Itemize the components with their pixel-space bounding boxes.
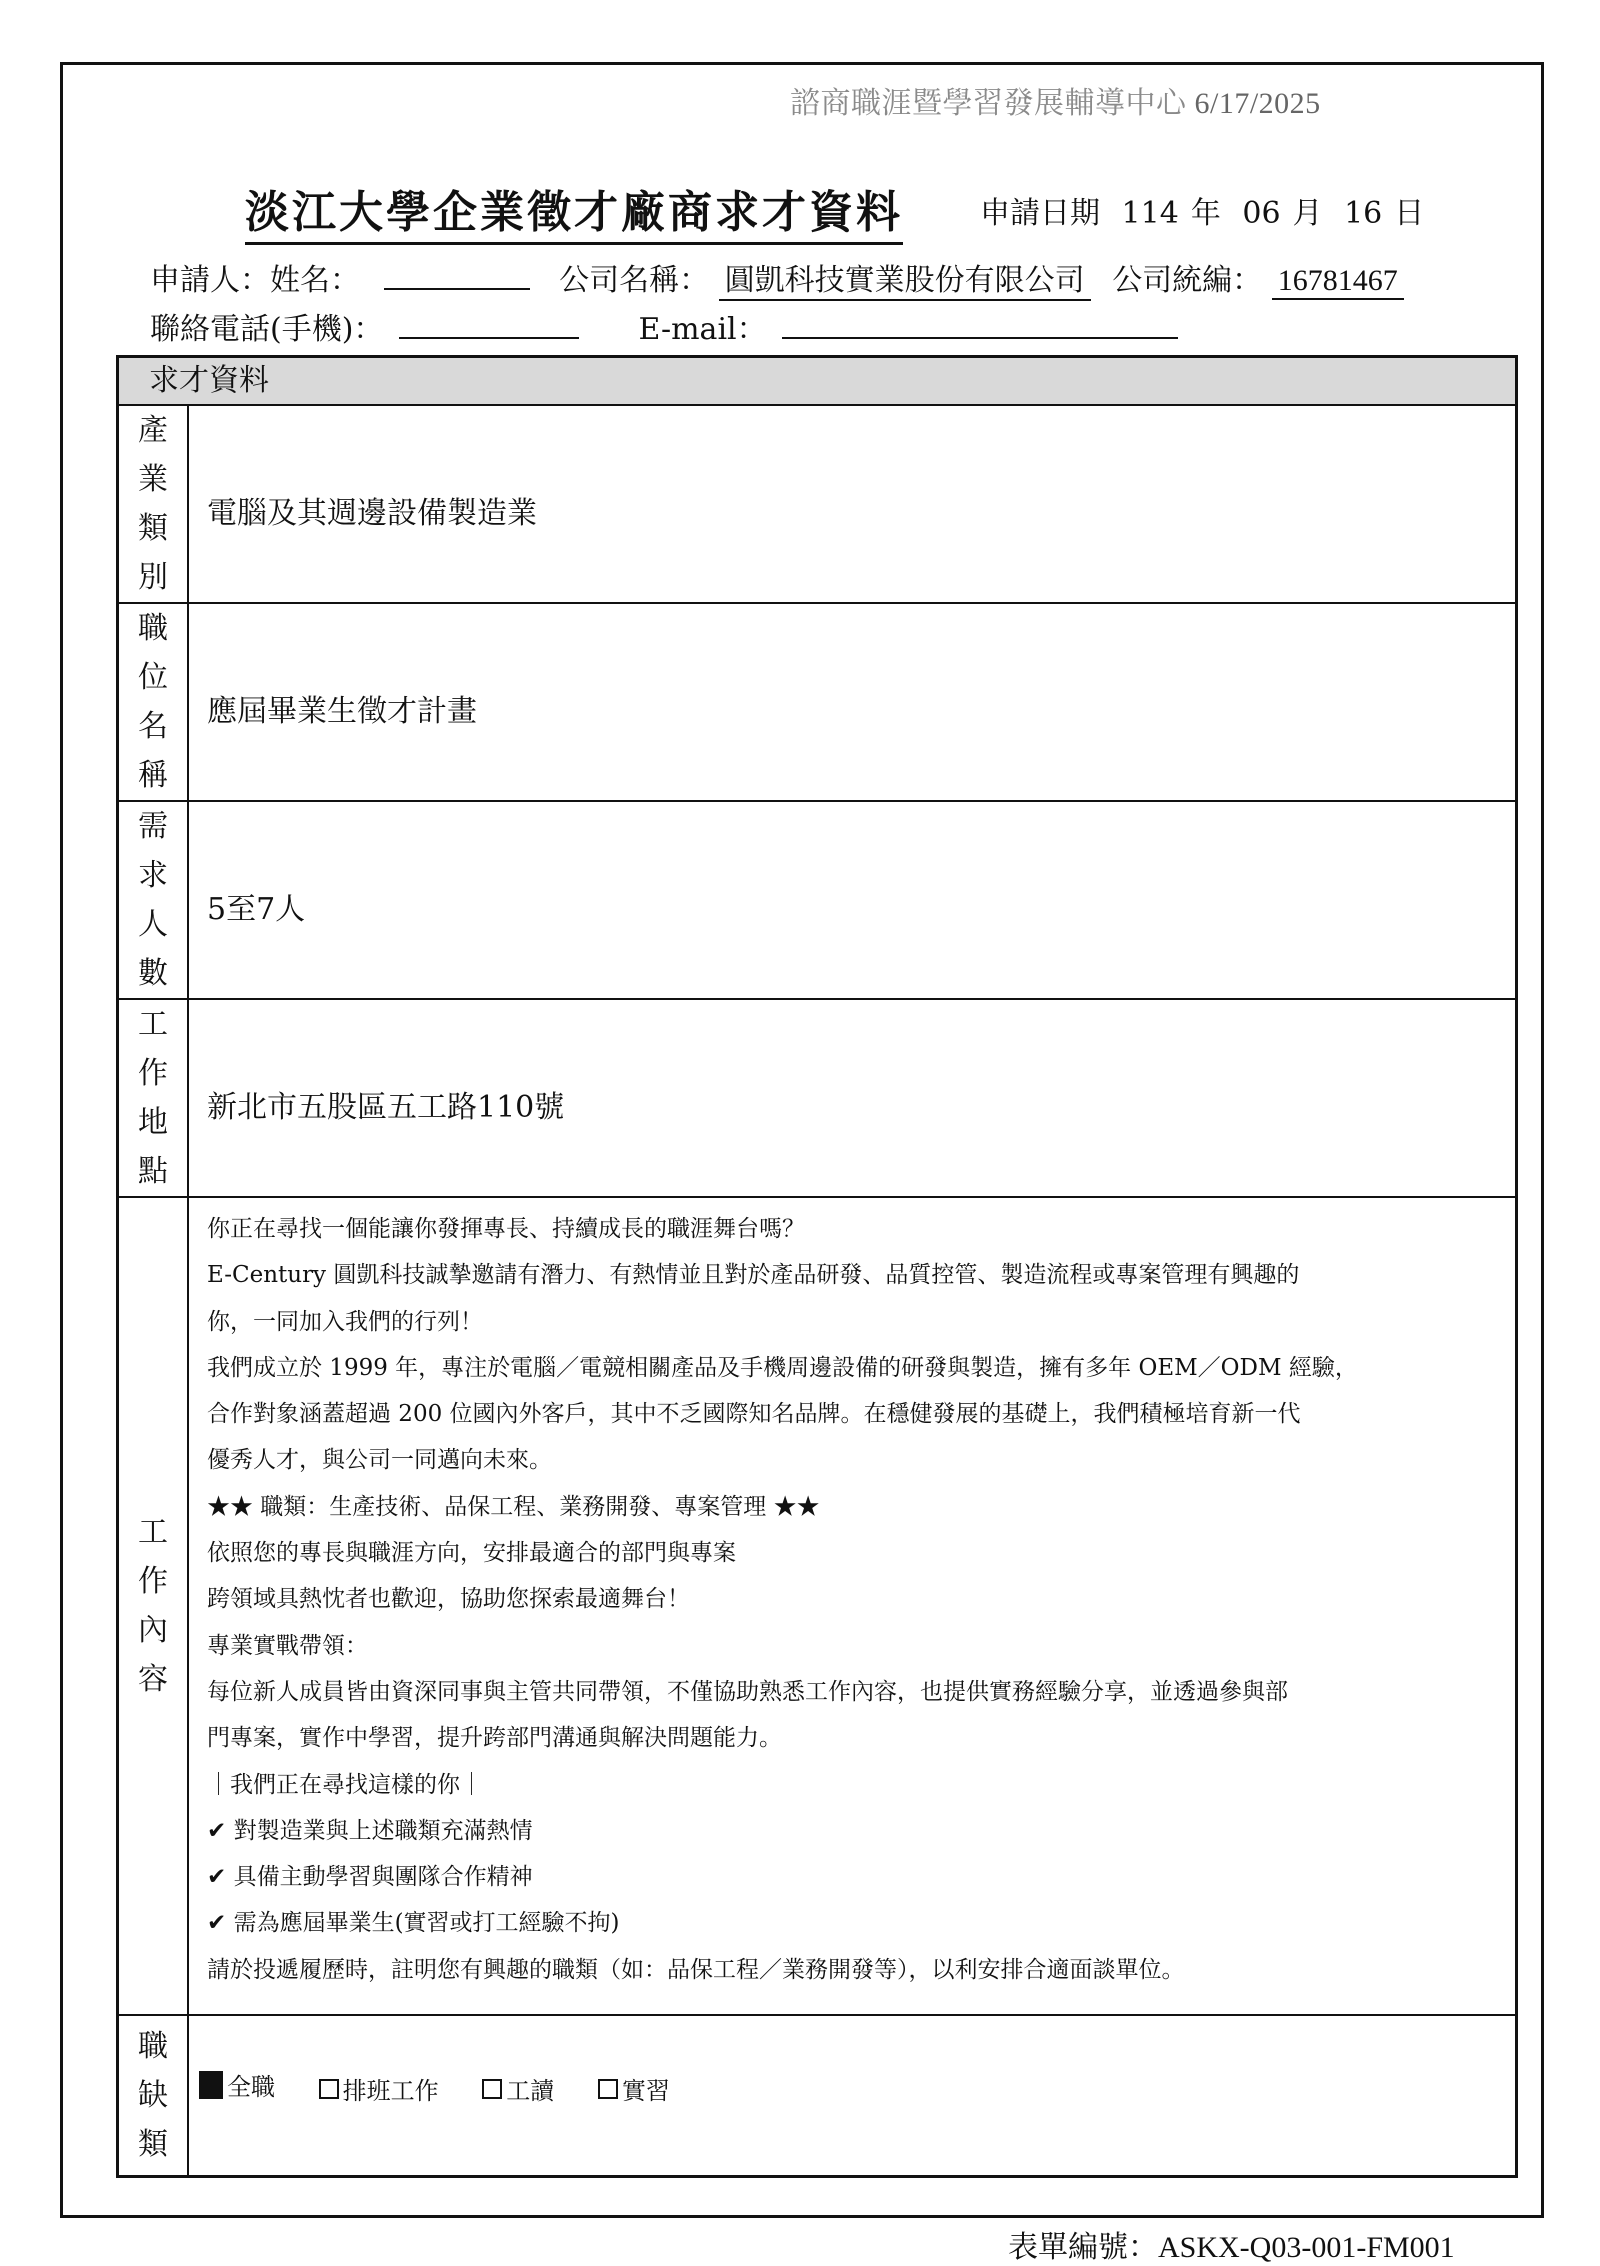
option-label: 排班工作 [342,2077,439,2105]
job-content-text [207,1206,1358,1993]
row-label [119,1198,189,2014]
apply-date-year-unit: 年 [1190,196,1221,231]
label-char: 求 [138,858,168,893]
email-field[interactable] [782,309,1178,339]
contact-line [150,304,1178,348]
label-char: 類 [138,511,168,546]
apply-date-month-unit: 月 [1292,196,1323,231]
content-line: 請於投遞履歷時，註明您有興趣的職類（如：品保工程／業務開發等），以利安排合適面談單位。 [207,1956,1185,1983]
checkbox-empty-icon [482,2079,502,2099]
row-label [119,802,189,998]
label-char: 內 [138,1613,168,1648]
row-label [119,1000,189,1196]
label-char: 業 [138,462,168,497]
label-char: 職 [138,2029,168,2064]
label-char: 類 [138,2127,168,2162]
stamp-org: 諮商職涯暨學習發展輔導中心 [790,87,1187,120]
content-line: 我們成立於 1999 年，專注於電腦／電競相關產品及手機周邊設備的研發與製造，擁有多年 OEM／ODM 經驗， [207,1354,1358,1381]
position-value: 應屆畢業生徵才計畫 [207,694,477,729]
checkbox-shift-work[interactable] [319,2071,439,2106]
label-char: 作 [138,1056,168,1091]
label-char: 工 [138,1007,168,1042]
label-char: 職 [138,611,168,646]
content-line: ✔ 對製造業與上述職類充滿熱情 [207,1817,533,1844]
label-char: 地 [138,1105,168,1140]
label-char: 人 [138,907,168,942]
label-char: 缺 [138,2078,168,2113]
headcount-value: 5至7人 [207,892,306,927]
applicant-line [150,255,1404,301]
content-line: 依照您的專長與職涯方向，安排最適合的部門與專案 [207,1540,736,1567]
label-char: 工 [138,1515,168,1550]
content-line: ✔ 具備主動學習與團隊合作精神 [207,1864,533,1891]
apply-date-day-unit: 日 [1394,196,1425,231]
tax-id: 16781467 [1272,264,1404,300]
content-line: 每位新人成員皆由資深同事與主管共同帶領，不僅協助熟悉工作內容，也提供實務經驗分享，並透過參與部 [207,1678,1288,1705]
label-char: 需 [138,809,168,844]
checkbox-internship[interactable] [598,2071,670,2106]
checkbox-full-time[interactable] [199,2067,275,2102]
label-char: 位 [138,660,168,695]
phone-field[interactable] [399,309,579,339]
checkbox-empty-icon [598,2079,618,2099]
form-number: 表單編號：ASKX-Q03-001-FM001 [1008,2231,1455,2264]
label-char: 稱 [138,758,168,793]
label-char: 別 [138,560,168,595]
option-label: 全職 [227,2073,275,2101]
label-char: 容 [138,1662,168,1697]
company-name: 圓凱科技實業股份有限公司 [719,255,1091,301]
label-char: 產 [138,413,168,448]
table-header: 求才資料 [119,358,1515,406]
checkbox-checked-icon [199,2071,223,2099]
content-line: ✔ 需為應屆畢業生(實習或打工經驗不拘) [207,1910,620,1937]
title-row [245,176,903,245]
option-label: 實習 [621,2077,670,2105]
apply-date [980,188,1436,232]
location-value: 新北市五股區五工路110號 [207,1090,565,1125]
industry-value: 電腦及其週邊設備製造業 [207,496,537,531]
content-line: 你，一同加入我們的行列！ [207,1308,483,1335]
content-line: 專業實戰帶領： [207,1632,368,1659]
content-line: 你正在尋找一個能讓你發揮專長、持續成長的職涯舞台嗎？ [207,1216,805,1242]
row-location [119,1000,1515,1198]
row-job-content [119,1198,1515,2016]
page-title: 淡江大學企業徵才廠商求才資料 [245,176,903,245]
apply-date-year: 114 [1121,196,1179,231]
content-line: ｜我們正在尋找這樣的你｜ [207,1771,483,1798]
email-label: E-mail： [638,312,767,347]
content-line: 合作對象涵蓋超過 200 位國內外客戶，其中不乏國際知名品牌。在穩健發展的基礎上，我們積極培育新一代 [207,1401,1301,1428]
label-char: 點 [138,1154,168,1189]
content-line: 優秀人才，與公司一同邁向未來。 [207,1447,552,1474]
apply-date-month: 06 [1242,196,1281,231]
content-line: ★★ 職類：生產技術、品保工程、業務開發、專案管理 ★★ [207,1493,820,1520]
content-line: 跨領域具熱忱者也歡迎，協助您探索最適舞台！ [207,1586,690,1613]
checkbox-empty-icon [319,2079,339,2099]
checkbox-part-time[interactable] [482,2071,554,2106]
option-label: 工讀 [506,2077,555,2105]
content-line: 門專案，實作中學習，提升跨部門溝通與解決問題能力。 [207,1725,782,1752]
applicant-name-label: 申請人：姓名： [150,263,360,298]
apply-date-label: 申請日期 [980,196,1100,231]
phone-label: 聯絡電話(手機)： [150,312,384,347]
label-char: 作 [138,1564,168,1599]
row-job-type [119,2016,1515,2175]
recruitment-table [116,355,1518,2178]
label-char: 名 [138,709,168,744]
stamp-date: 6/17/2025 [1194,87,1321,120]
row-label [119,406,189,602]
apply-date-day: 16 [1344,196,1383,231]
row-position [119,604,1515,802]
row-headcount [119,802,1515,1000]
row-label [119,2016,189,2175]
row-industry [119,406,1515,604]
tax-id-label: 公司統編： [1112,263,1263,298]
applicant-name-field[interactable] [384,260,530,290]
company-label: 公司名稱： [559,263,710,298]
row-label [119,604,189,800]
label-char: 數 [138,956,168,991]
job-type-options [199,2067,706,2106]
content-line: E-Century 圓凱科技誠摯邀請有潛力、有熱情並且對於產品研發、品質控管、製造流程或專案管理有興趣的 [207,1262,1300,1289]
